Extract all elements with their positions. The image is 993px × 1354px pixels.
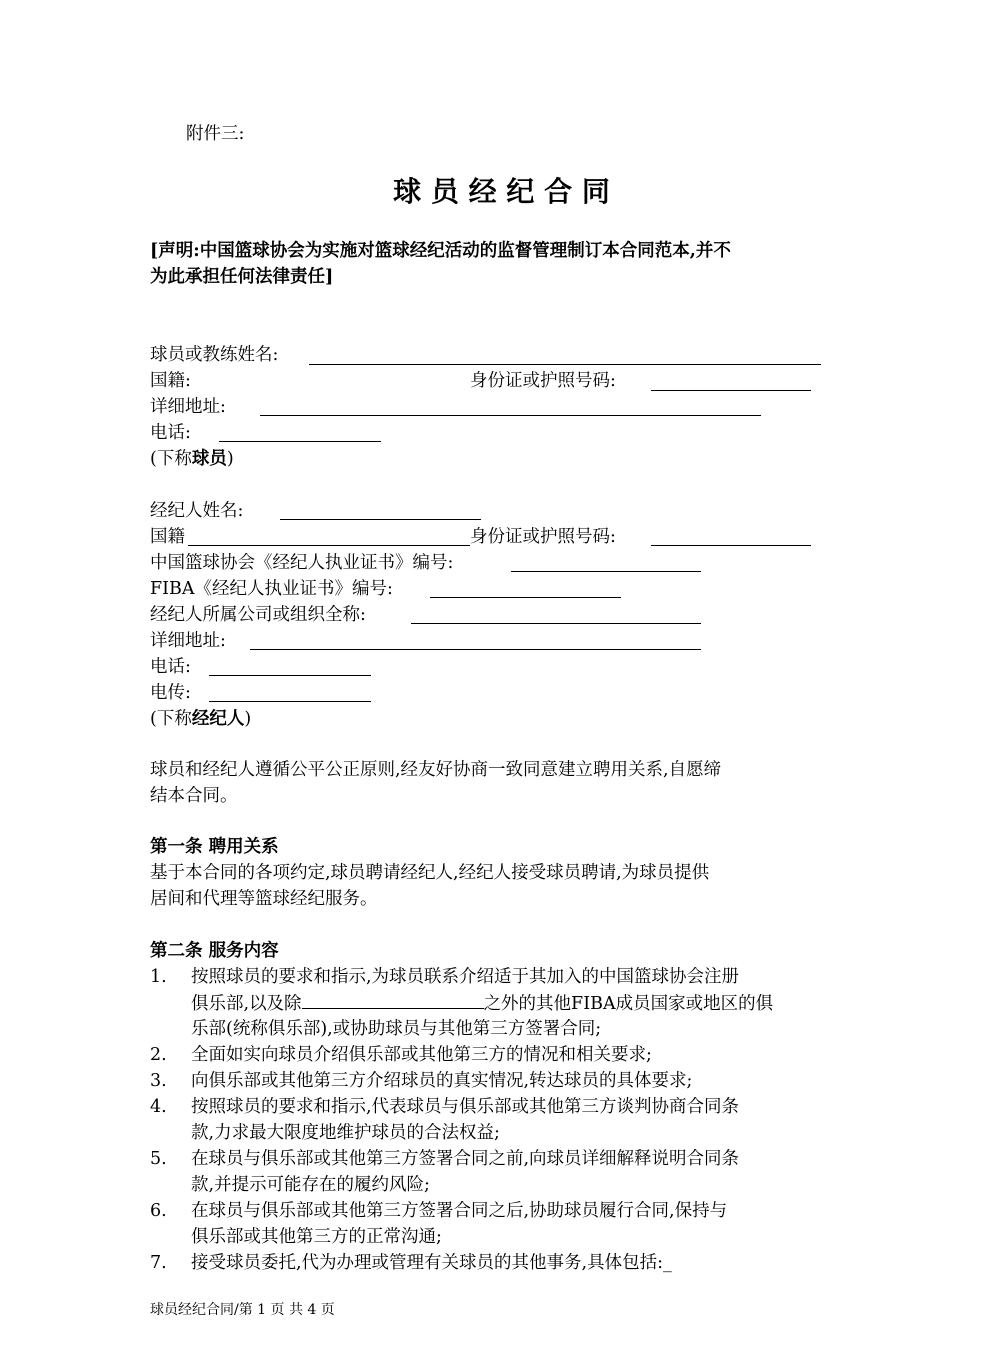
list-item-text-part: 俱乐部,以及除	[191, 994, 302, 1014]
page-footer: 球员经纪合同/第 1 页 共 4 页	[150, 1302, 335, 1318]
agent-name-label: 经纪人姓名:	[150, 501, 244, 521]
article-1-line-2: 居间和代理等篮球经纪服务。	[150, 889, 378, 909]
list-item-number: 1.	[150, 967, 167, 987]
player-nationality-label: 国籍:	[150, 371, 191, 391]
list-item-number: 3.	[150, 1071, 167, 1091]
agent-phone-label: 电话:	[150, 657, 191, 677]
player-id-field[interactable]	[651, 390, 811, 391]
attachment-label: 附件三:	[186, 124, 245, 144]
list-item-number: 2.	[150, 1045, 167, 1065]
list-item-text: 款,并提示可能存在的履约风险;	[191, 1175, 430, 1195]
agent-alias	[150, 706, 251, 732]
player-name-field[interactable]	[309, 364, 821, 365]
intro-line-1: 球员和经纪人遵循公平公正原则,经友好协商一致同意建立聘用关系,自愿缔	[150, 760, 722, 780]
player-alias-suffix: )	[226, 449, 234, 469]
player-phone-field[interactable]	[219, 441, 381, 442]
list-item-text-part: 之外的其他FIBA成员国家或地区的俱	[483, 994, 774, 1014]
list-item-number: 6.	[150, 1201, 167, 1221]
player-id-label: 身份证或护照号码:	[470, 371, 616, 391]
agent-name-field[interactable]	[280, 519, 481, 520]
player-phone-label: 电话:	[150, 423, 191, 443]
agent-fiba-license-field[interactable]	[430, 597, 621, 598]
statement-line-2: 为此承担任何法律责任]	[150, 267, 334, 287]
article-1-line-1: 基于本合同的各项约定,球员聘请经纪人,经纪人接受球员聘请,为球员提供	[150, 863, 710, 883]
agent-cba-license-field[interactable]	[511, 571, 701, 572]
player-alias-name: 球员	[191, 449, 227, 469]
list-item-text: 在球员与俱乐部或其他第三方签署合同之后,协助球员履行合同,保持与	[191, 1201, 728, 1221]
agent-nationality-label: 国籍	[150, 527, 185, 547]
player-alias-prefix: (下称	[150, 449, 192, 469]
agent-alias-name: 经纪人	[191, 709, 245, 729]
list-item-text: 按照球员的要求和指示,代表球员与俱乐部或其他第三方谈判协商合同条	[191, 1097, 740, 1117]
list-item-text: 在球员与俱乐部或其他第三方签署合同之前,向球员详细解释说明合同条	[191, 1149, 740, 1169]
player-address-label: 详细地址:	[150, 397, 226, 417]
agent-address-field[interactable]	[250, 649, 701, 650]
article-1-heading: 第一条 聘用关系	[150, 837, 279, 857]
agent-alias-prefix: (下称	[150, 709, 192, 729]
list-item-text: 款,力求最大限度地维护球员的合法权益;	[191, 1123, 500, 1143]
list-item-number: 4.	[150, 1097, 167, 1117]
player-address-field[interactable]	[260, 415, 761, 416]
page-title: 球 员 经 纪 合 同	[393, 175, 610, 208]
agent-company-field[interactable]	[411, 623, 701, 624]
agent-alias-suffix: )	[244, 709, 252, 729]
article-2-heading: 第二条 服务内容	[150, 941, 279, 961]
player-alias	[150, 446, 234, 472]
agent-fiba-license-label: FIBA《经纪人执业证书》编号:	[150, 579, 393, 599]
agent-nationality-field[interactable]	[188, 545, 470, 546]
agent-fax-label: 电传:	[150, 683, 191, 703]
excluded-region-field[interactable]	[302, 990, 484, 1009]
intro-line-2: 结本合同。	[150, 786, 238, 806]
list-item-text: 接受球员委托,代为办理或管理有关球员的其他事务,具体包括:_	[191, 1253, 672, 1273]
list-item-number: 7.	[150, 1253, 167, 1273]
player-name-label: 球员或教练姓名:	[150, 345, 279, 365]
list-item-text: 按照球员的要求和指示,为球员联系介绍适于其加入的中国篮球协会注册	[191, 967, 740, 987]
agent-cba-license-label: 中国篮球协会《经纪人执业证书》编号:	[150, 553, 454, 573]
agent-company-label: 经纪人所属公司或组织全称:	[150, 605, 366, 625]
list-item-text: 俱乐部或其他第三方的正常沟通;	[191, 1227, 442, 1247]
statement-line-1: [声明:中国篮球协会为实施对篮球经纪活动的监督管理制订本合同范本,并不	[150, 241, 731, 261]
list-item-text: 乐部(统称俱乐部),或协助球员与其他第三方签署合同;	[191, 1019, 602, 1039]
agent-id-field[interactable]	[651, 545, 811, 546]
list-item-text: 向俱乐部或其他第三方介绍球员的真实情况,转达球员的具体要求;	[191, 1071, 693, 1091]
list-item-number: 5.	[150, 1149, 167, 1169]
list-item-text	[191, 990, 773, 1017]
agent-phone-field[interactable]	[209, 675, 371, 676]
agent-id-label: 身份证或护照号码:	[470, 527, 616, 547]
list-item-text: 全面如实向球员介绍俱乐部或其他第三方的情况和相关要求;	[191, 1045, 652, 1065]
agent-fax-field[interactable]	[209, 701, 371, 702]
agent-address-label: 详细地址:	[150, 631, 226, 651]
